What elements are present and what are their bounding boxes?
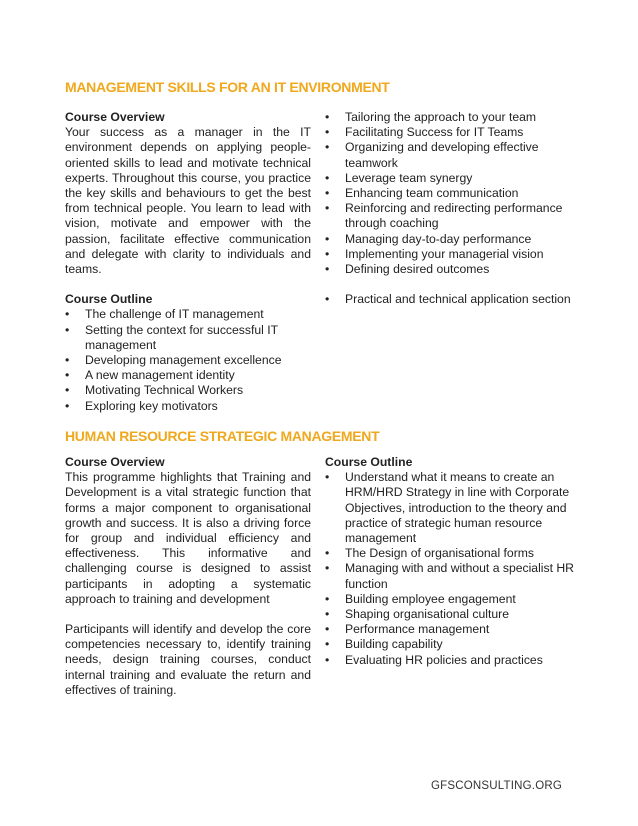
list-item: • Setting the context for successful IT management [65,323,311,353]
list-item: • Building employee engagement [325,592,577,607]
list-item: • Exploring key motivators [65,399,311,414]
list-item: • Organizing and developing effective teamwork [325,140,575,170]
list-item: • Leverage team synergy [325,171,575,186]
it-management-left-column [65,110,311,414]
course-outline-list [65,307,311,413]
topic-list [325,110,575,277]
hr-right-column [325,455,577,668]
list-item: • Enhancing team communication [325,186,575,201]
list-item: • Managing day-to-day performance [325,232,575,247]
list-item: • Shaping organisational culture [325,607,577,622]
course-overview-text-2: Participants will identify and develop the core competencies necessary to, identify training needs, design training courses, conduct internal training and evaluate the return and effectives of training. [65,622,311,697]
course-overview-text: Your success as a manager in the IT environment depends on applying people-oriented skills to lead and motivate technical experts. Throughout this course, you practice the key skills and behaviours to get the best from technical people. You learn to lead with vision, motivate and empower with the passion, facilitate effective communication and delegate with clarity to individuals and teams. [65,125,311,277]
course-overview-heading: Course Overview [65,455,165,469]
list-item: • The Design of organisational forms [325,546,577,561]
list-item: • Motivating Technical Workers [65,383,311,398]
list-item: • Facilitating Success for IT Teams [325,125,575,140]
list-item: • Managing with and without a specialist HR function [325,561,577,591]
topic-list-secondary [325,292,575,307]
list-item: • Practical and technical application section [325,292,575,307]
list-item: • Understand what it means to create an HRM/HRD Strategy in line with Corporate Objectives, introduction to the theory and practice of strategic human resource management [325,470,577,546]
list-item: • The challenge of IT management [65,307,311,322]
list-item: • Developing management excellence [65,353,311,368]
list-item: • Evaluating HR policies and practices [325,653,577,668]
list-item: • Implementing your managerial vision [325,247,575,262]
course-outline-list [325,470,577,668]
list-item: • Defining desired outcomes [325,262,575,277]
list-item: • Building capability [325,637,577,652]
course-outline-heading: Course Outline [65,292,153,307]
course-overview-text: This programme highlights that Training and Development is a vital strategic function that forms a major component to organisational growth and success. It is also a driving force for group and individual efficiency and effectiveness. This informative and challenging course is designed to assist participants in adopting a systematic approach to training and development [65,470,311,606]
list-item: • Performance management [325,622,577,637]
section-title-it-management: MANAGEMENT SKILLS FOR AN IT ENVIRONMENT [65,79,390,95]
course-outline-heading: Course Outline [325,455,413,469]
list-item: • Reinforcing and redirecting performance through coaching [325,201,575,231]
footer-website: GFSCONSULTING.ORG [431,780,562,792]
section-title-hr-strategic: HUMAN RESOURCE STRATEGIC MANAGEMENT [65,428,380,444]
it-management-right-column [325,110,575,307]
hr-left-column [65,455,311,698]
list-item: • Tailoring the approach to your team [325,110,575,125]
list-item: • A new management identity [65,368,311,383]
course-overview-heading: Course Overview [65,110,165,124]
